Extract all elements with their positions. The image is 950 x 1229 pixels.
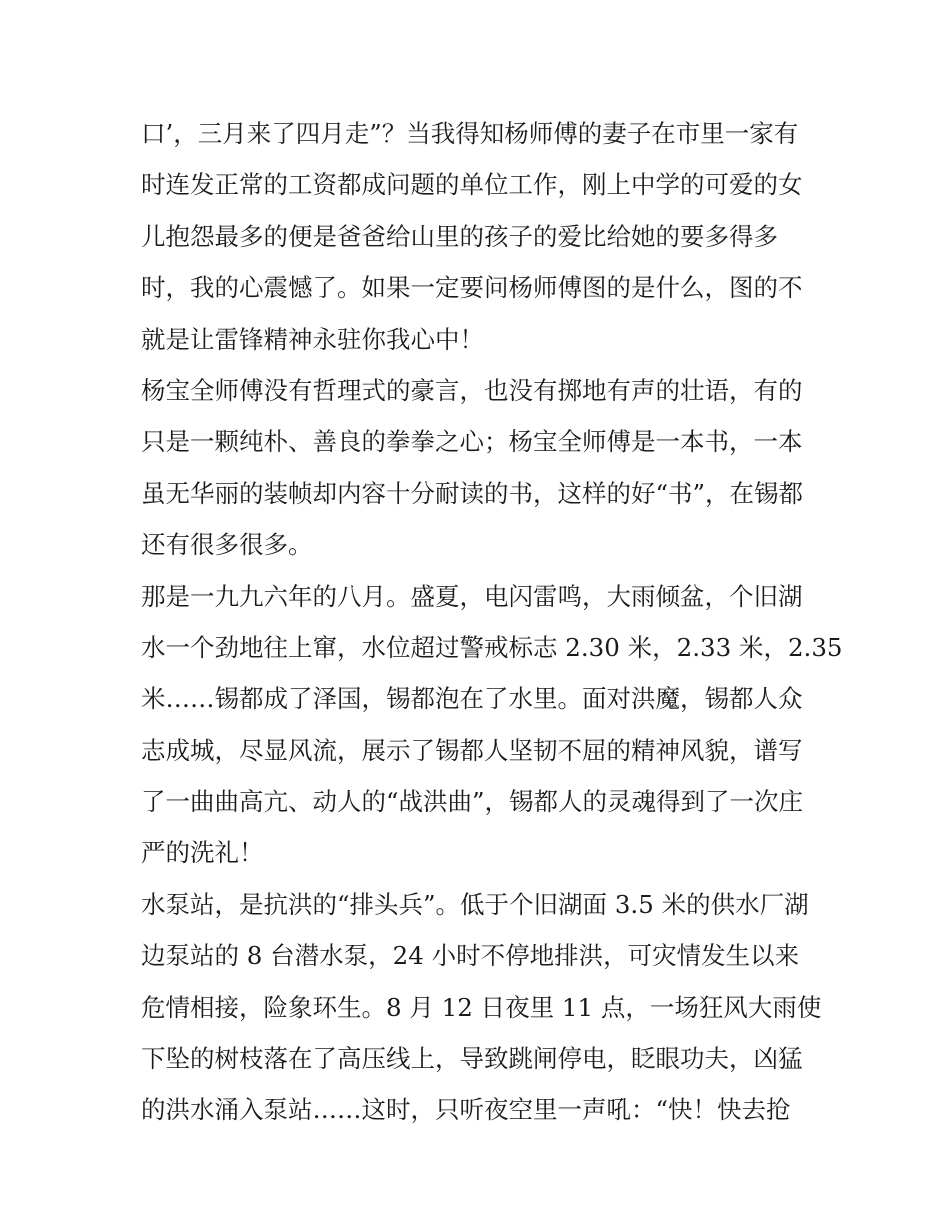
text-line: 严的洗礼！ <box>141 838 264 868</box>
text-line: 就是让雷锋精神永驻你我心中！ <box>141 324 484 354</box>
text-line: 志成城，尽显风流，展示了锡都人坚韧不屈的精神风貌，谱写 <box>141 735 803 765</box>
text-line: 儿抱怨最多的便是爸爸给山里的孩子的爱比给她的要多得多 <box>141 221 778 251</box>
text-line: 水一个劲地往上窜，水位超过警戒标志 2.30 米，2.33 米，2.35 <box>141 632 843 662</box>
text-line: 还有很多很多。 <box>141 530 313 560</box>
text-line: 时连发正常的工资都成问题的单位工作，刚上中学的可爱的女 <box>141 170 803 200</box>
text-line: 虽无华丽的装帧却内容十分耐读的书，这样的好“书”，在锡都 <box>141 478 804 508</box>
text-line: 那是一九九六年的八月。盛夏，电闪雷鸣，大雨倾盆，个旧湖 <box>141 581 803 611</box>
text-line: 只是一颗纯朴、善良的拳拳之心；杨宝全师傅是一本书，一本 <box>141 427 803 457</box>
text-line: 危情相接，险象环生。8 月 12 日夜里 11 点，一场狂风大雨使 <box>141 992 822 1022</box>
text-line: 米……锡都成了泽国，锡都泡在了水里。面对洪魔，锡都人众 <box>141 684 803 714</box>
text-line: 下坠的树枝落在了高压线上，导致跳闸停电，眨眼功夫，凶猛 <box>141 1044 803 1074</box>
text-line: 时，我的心震憾了。如果一定要问杨师傅图的是什么，图的不 <box>141 273 803 303</box>
body-text <box>141 108 843 1136</box>
text-line: 了一曲曲高亢、动人的“战洪曲”，锡都人的灵魂得到了一次庄 <box>141 787 804 817</box>
text-line: 杨宝全师傅没有哲理式的豪言，也没有掷地有声的壮语，有的 <box>141 375 803 405</box>
text-line: 水泵站，是抗洪的“排头兵”。低于个旧湖面 3.5 米的供水厂湖 <box>141 889 809 919</box>
text-line: 边泵站的 8 台潜水泵，24 小时不停地排洪，可灾情发生以来 <box>141 941 800 971</box>
text-line: 口’，三月来了四月走”？当我得知杨师傅的妻子在市里一家有 <box>141 119 799 148</box>
text-line: 的洪水涌入泵站……这时，只听夜空里一声吼：“快！快去抢 <box>141 1095 791 1125</box>
